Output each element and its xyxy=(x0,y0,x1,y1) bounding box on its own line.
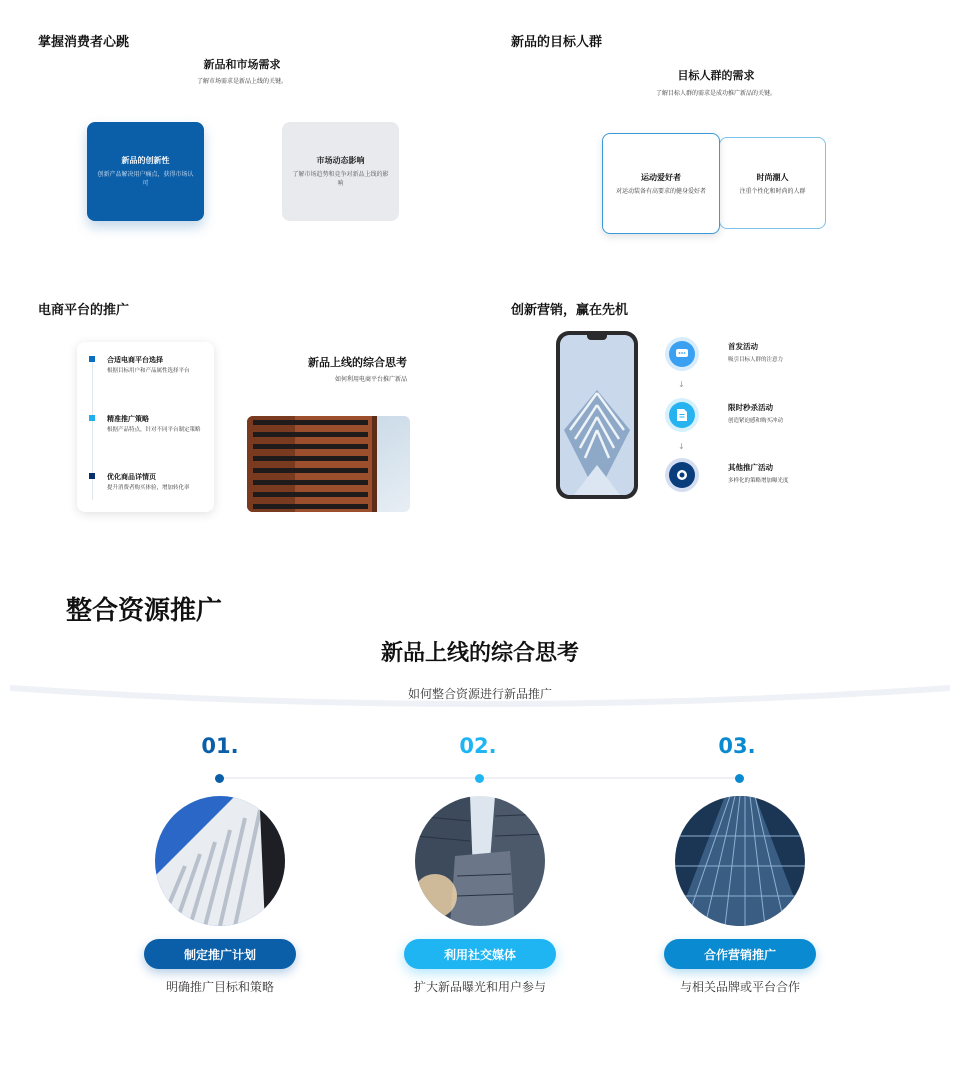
step-button-plan[interactable]: 制定推广计划 xyxy=(144,939,296,969)
step-desc: 明确推广目标和策略 xyxy=(165,980,274,994)
list-item-title: 精准推广策略 xyxy=(107,415,149,423)
list-item-desc: 提升消费者购买体验，增加转化率 xyxy=(107,485,190,491)
architecture-photo xyxy=(560,335,634,495)
platform-list-card xyxy=(77,342,214,512)
section2-title: 目标人群的需求 xyxy=(677,69,755,82)
activity-desc: 吸引目标人群的注意力 xyxy=(728,357,784,363)
activity-title: 首发活动 xyxy=(728,342,758,351)
card-desc: 注重个性化和时尚的人群 xyxy=(739,187,806,195)
section4-heading: 创新营销，赢在先机 xyxy=(511,303,629,318)
section1-title: 新品和市场需求 xyxy=(203,58,281,71)
document-icon xyxy=(669,402,695,428)
activity-title: 限时秒杀活动 xyxy=(728,403,773,412)
step-dot xyxy=(475,774,484,783)
bullet-square-icon xyxy=(89,473,95,479)
step-number: 02. xyxy=(459,734,497,758)
step-dot xyxy=(215,774,224,783)
smartphone-mockup xyxy=(556,331,638,499)
card-title: 运动爱好者 xyxy=(641,173,681,182)
phone-screen xyxy=(560,335,634,495)
activity-desc: 多样化的策略增加曝光度 xyxy=(728,478,789,484)
list-item-desc: 根据产品特点，针对不同平台制定策略 xyxy=(107,427,201,433)
innovation-card[interactable] xyxy=(87,122,204,221)
step-button-partner[interactable]: 合作营销推广 xyxy=(664,939,816,969)
activity-title: 其他推广活动 xyxy=(728,463,773,472)
bullet-square-icon xyxy=(89,415,95,421)
list-item-desc: 根据目标用户和产品属性选择平台 xyxy=(107,368,190,374)
section3-desc: 如何利用电商平台推广新品 xyxy=(334,376,407,383)
fashion-card[interactable] xyxy=(719,137,826,229)
brick-building-photo xyxy=(247,416,410,512)
step-number: 03. xyxy=(718,734,756,758)
section3-title: 新品上线的综合思考 xyxy=(308,356,407,369)
section2-heading: 新品的目标人群 xyxy=(511,35,603,50)
step-desc: 扩大新品曝光和用户参与 xyxy=(413,980,546,994)
card-desc: 了解市场趋势和竞争对新品上线的影响 xyxy=(292,171,389,187)
step-image-building-white xyxy=(155,796,285,926)
bottom-heading: 整合资源推广 xyxy=(66,596,223,626)
target-icon xyxy=(669,462,695,488)
list-item-title: 合适电商平台选择 xyxy=(107,356,163,364)
bottom-title: 新品上线的综合思考 xyxy=(380,641,579,666)
step-desc: 与相关品牌或平台合作 xyxy=(679,980,800,994)
step-image-skyscrapers xyxy=(415,796,545,926)
bottom-desc: 如何整合资源进行新品推广 xyxy=(407,687,552,701)
step-number: 01. xyxy=(201,734,239,758)
card-desc: 对运动装备有高要求的健身爱好者 xyxy=(615,188,706,195)
step-image-glass-towers xyxy=(675,796,805,926)
building-image xyxy=(247,416,410,512)
sports-card[interactable] xyxy=(602,133,720,234)
list-item-title: 优化商品详情页 xyxy=(107,473,156,481)
bullet-square-icon xyxy=(89,356,95,362)
section1-heading: 掌握消费者心跳 xyxy=(38,35,130,50)
arrow-down-icon: ↓ xyxy=(678,380,685,389)
section2-desc: 了解目标人群的需求是成功推广新品的关键。 xyxy=(655,90,776,97)
step-button-social[interactable]: 利用社交媒体 xyxy=(404,939,556,969)
market-dynamics-card[interactable] xyxy=(282,122,399,221)
card-desc: 创新产品解决用户痛点，获得市场认可 xyxy=(97,171,194,187)
chat-icon xyxy=(669,341,695,367)
activity-desc: 创造紧迫感和购买冲动 xyxy=(728,418,784,424)
phone-notch xyxy=(587,335,607,340)
arrow-down-icon: ↓ xyxy=(678,442,685,451)
section1-desc: 了解市场需求是新品上线的关键。 xyxy=(196,78,287,85)
timeline-line xyxy=(92,360,93,500)
card-title: 市场动态影响 xyxy=(316,156,365,165)
card-title: 时尚潮人 xyxy=(756,172,789,182)
step-dot xyxy=(735,774,744,783)
card-title: 新品的创新性 xyxy=(121,156,170,165)
section3-heading: 电商平台的推广 xyxy=(38,303,130,318)
